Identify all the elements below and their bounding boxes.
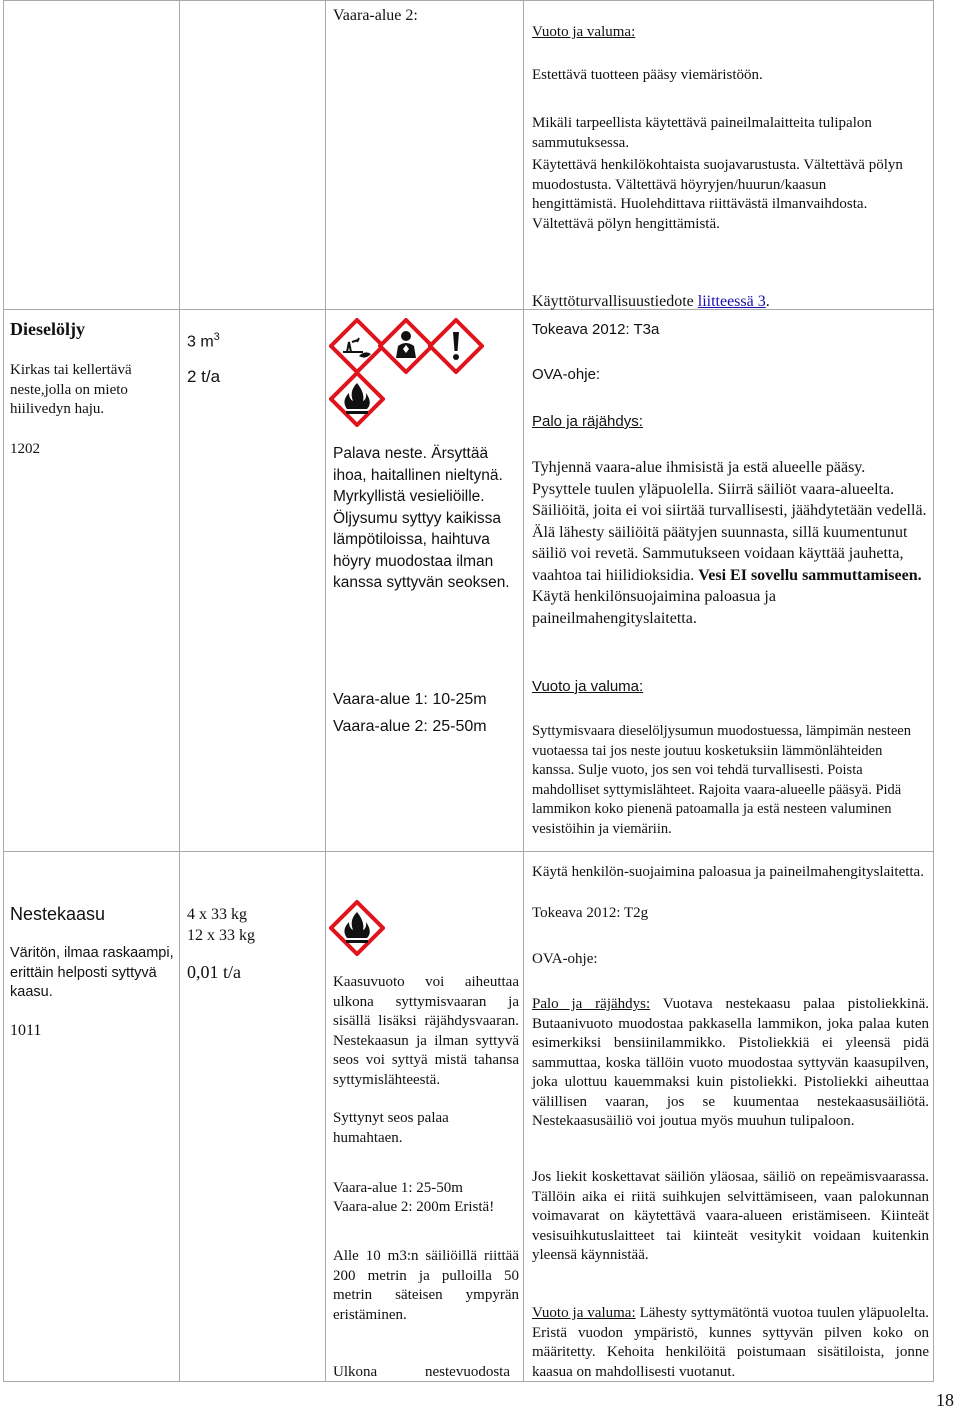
column-divider [179, 0, 180, 1382]
health-hazard-icon [378, 318, 434, 374]
leak-heading: Vuoto ja valuma: [532, 24, 636, 40]
lpg-outdoor-label-continued: nestevuodosta [425, 1364, 510, 1380]
lpg-fire-description: Vuotava nestekaasu palaa pistoliekkinä. Butaanivuoto muodostaa pakkasella lammikon, joka palaa kuten esimerkiksi bensiinilammikko. Pistoliekkiä ei yleensä pidä sammuttaa, koska tällöin vuoto muodostaa syttyvän kaasupilven, joka ulottuu kauemmaksi kuin pistoliekki. Pistoliekki aiheuttaa välillisen vaaran, jos se kuumentaa nestekaasusäiliötä. Nestekaasusäiliö voi joutua myös muuhun tulipaloon. [532, 996, 929, 1129]
lpg-fire-text [532, 995, 929, 1132]
environment-hazard-icon [329, 318, 385, 374]
safety-sheet-text: Käyttöturvallisuustiedote [532, 293, 698, 310]
diesel-fire-heading: Palo ja räjähdys: [532, 413, 643, 430]
safety-sheet-end: . [765, 293, 770, 310]
lpg-zone-2: Vaara-alue 2: 200m Eristä! [333, 1199, 495, 1215]
diesel-un-number: 1202 [10, 441, 40, 457]
diesel-description: Kirkas tai kellertävä neste,jolla on mieto hiilivedyn haju. [10, 362, 132, 417]
leak-paragraph-3: Käytettävä henkilökohtaista suojavarustusta. Vältettävä pölyn muodostusta. Vältettävä höyryjen/huurun/kaasun hengittämistä. Huolehdittava riittävästä ilmanvaihdosta. Vältettävä pölyn hengittämistä. [532, 157, 903, 232]
diesel-volume-unit-superscript: 3 [213, 331, 220, 343]
lpg-outdoor-label: Ulkona [333, 1364, 378, 1380]
diesel-fire-text-1: Tyhjennä vaara-alue ihmisistä ja estä alueelle pääsy. Pysyttele tuulen yläpuolella. Siirrä säiliöt vaara-alueelta. Säiliöitä, joita ei voi siirtää turvallisesti, jäähdytetään vedellä. Älä lähesty säiliöitä päätyjen suunnasta, sillä kuumentunut säiliö voi revetä. Sammutukseen voidaan käyttää jauhetta, vaahtoa tai hiilidioksidia. [532, 459, 927, 584]
diesel-leak-heading: Vuoto ja valuma: [532, 678, 644, 695]
diesel-zone-2: Vaara-alue 2: 25-50m [333, 718, 487, 735]
lpg-hazard-ignition: Syttynyt seos palaa humahtaen. [333, 1110, 449, 1146]
row-divider [3, 309, 934, 310]
flame-icon [329, 900, 385, 956]
diesel-name: Dieselöljy [10, 319, 85, 339]
diesel-fire-text-2: Käytä henkilönsuojaimina paloasua ja paineilmahengityslaitetta. [532, 588, 776, 627]
diesel-fire-text-bold: Vesi EI sovellu sammuttamiseen. [698, 566, 922, 584]
safety-sheet-link[interactable]: liitteessä 3 [697, 293, 766, 310]
diesel-rate: 2 t/a [187, 367, 221, 386]
lpg-fire-heading: Palo ja räjähdys: [532, 996, 651, 1012]
lpg-volume-2: 12 x 33 kg [187, 927, 255, 944]
zone2-label: Vaara-alue 2: [333, 7, 418, 24]
leak-paragraph-2: Mikäli tarpeellista käytettävä paineilmalaitteita tulipalon sammutuksessa. [532, 115, 872, 151]
diesel-hazard-description: Palava neste. Ärsyttää ihoa, haitallinen nieltynä. Myrkyllistä vesieliöille. Öljysumu syttyy kaikissa lämpötiloissa, haihtuva höyry muodostaa ilman kanssa syttyvän seoksen. [333, 445, 510, 591]
lpg-leak-description: Lähesty syttymätöntä vuotoa tuulen yläpuolelta. Eristä vuodon ympäristö, kunnes syttyvän pilven koko on määritetty. Kehoita henkilöitä poistumaan sisätiloista, jonne kaasua on mahdollisesti vuotanut. [532, 1305, 929, 1380]
lpg-tank-text: Jos liekit koskettavat säiliön yläosaa, säiliö on repeämisvaarassa. Tällöin aika ei riitä suihkujen selvittämiseen, vaan palokunnan voimavarat on käytettävä vaara-alueen eristämiseen. Kiinteät vesisuihkutuslaitteet tai kiinteät vesitykit voidaan kuitenkin yleensä käynnistää. [532, 1169, 929, 1263]
leak-paragraph-1: Estettävä tuotteen pääsy viemäristöön. [532, 67, 763, 83]
lpg-isolation-text: Alle 10 m3:n säiliöillä riittää 200 metrin ja pulloilla 50 metrin säteisen ympyrän eristäminen. [333, 1248, 519, 1323]
diesel-fire-text [532, 457, 927, 629]
safety-sheet-reference [532, 292, 770, 312]
lpg-leak-text [532, 1304, 929, 1382]
diesel-leak-text: Syttymisvaara dieselöljysumun muodostuessa, lämpimän nesteen vuotaessa tai jos neste joutuu kosketuksiin lämmönlähteiden kanssa. Sulje vuoto, jos sen voi tehdä turvallisesti. Poista mahdolliset syttymislähteet. Rajoita vaara-alueelle pääsyä. Pidä lammikon koko pienenä patoamalla ja estä nesteen valuminen vesistöihin ja viemäriin. [532, 723, 911, 837]
flame-icon [329, 371, 385, 427]
row-divider [3, 851, 934, 852]
diesel-volume [187, 328, 220, 352]
column-divider [523, 0, 524, 1382]
diesel-volume-value: 3 m [187, 333, 214, 351]
lpg-tokeava: Tokeava 2012: T2g [532, 905, 649, 921]
diesel-ova: OVA-ohje: [532, 366, 601, 383]
lpg-leak-heading: Vuoto ja valuma: [532, 1305, 636, 1321]
lpg-description: Väritön, ilmaa raskaampi, erittäin helposti syttyvä kaasu. [10, 945, 174, 1000]
lpg-volume-1: 4 x 33 kg [187, 906, 247, 923]
lpg-un-number: 1011 [10, 1022, 42, 1039]
diesel-tokeava: Tokeava 2012: T3a [532, 321, 660, 338]
lpg-hazard-description: Kaasuvuoto voi aiheuttaa ulkona syttymisvaaran ja sisällä lisäksi räjähdysvaaran. Nestekaasun ja ilman syttyvä seos voi syttyä mistä tahansa syttymislähteestä. [333, 974, 519, 1088]
diesel-zone-1: Vaara-alue 1: 10-25m [333, 691, 487, 708]
lpg-name: Nestekaasu [10, 904, 106, 924]
lpg-rate: 0,01 t/a [187, 962, 241, 982]
column-divider [325, 0, 326, 1382]
lpg-ova: OVA-ohje: [532, 951, 598, 967]
diesel-ppe-text: Käytä henkilön-suojaimina paloasua ja paineilmahengityslaitetta. [532, 864, 924, 880]
lpg-zone-1: Vaara-alue 1: 25-50m [333, 1180, 463, 1196]
exclamation-mark-icon [428, 318, 484, 374]
page-number: 18 [936, 1390, 954, 1410]
